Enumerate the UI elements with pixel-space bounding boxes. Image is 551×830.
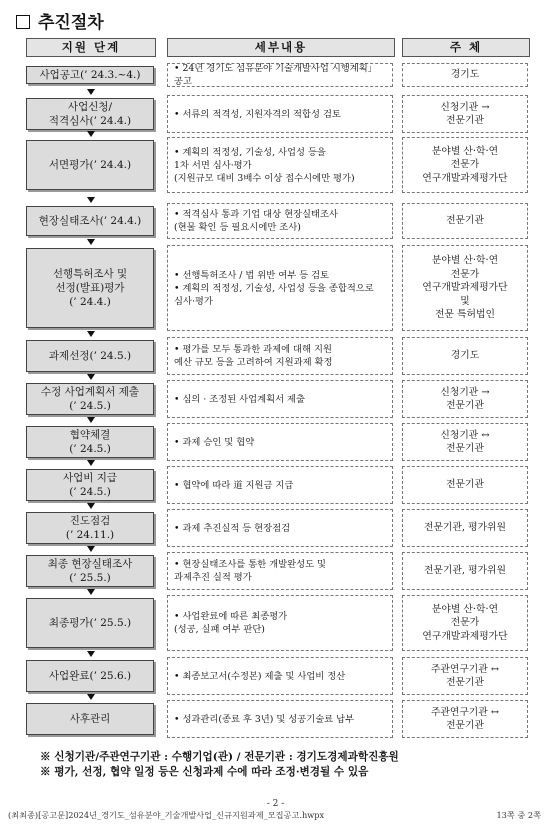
owner-box: 전문기관, 평가위원 xyxy=(402,552,528,590)
detail-box: • 서류의 적격성, 지원자격의 적합성 검토 xyxy=(167,95,393,133)
down-arrow-icon xyxy=(87,651,95,657)
detail-box: • 심의 · 조정된 사업계획서 제출 xyxy=(167,380,393,418)
owner-box: 전문기관 xyxy=(402,466,528,504)
down-arrow-icon xyxy=(87,239,95,245)
owner-box: 분야별 산·학·연 전문가 연구개발과제평가단 xyxy=(402,137,528,193)
detail-box: • 적격심사 통과 기업 대상 현장실태조사 (현물 확인 등 필요시에만 조사) xyxy=(167,203,393,239)
owner-box: 전문기관, 평가위원 xyxy=(402,509,528,547)
owner-box: 신청기관 → 전문기관 xyxy=(402,95,528,133)
detail-box: • 계획의 적정성, 기술성, 사업성 등을 1차 서면 심사·평가 (지원규모 대비 3배수 이상 접수시에만 평가) xyxy=(167,137,393,193)
page-number: - 2 - xyxy=(266,799,285,809)
stage-box: 서면평가(’ 24.4.) xyxy=(26,140,154,190)
stage-box: 사업완료(’ 25.6.) xyxy=(26,660,154,692)
stage-box: 사업신청/ 적격심사(’ 24.4.) xyxy=(26,98,154,130)
owner-box: 주관연구기관 ↔ 전문기관 xyxy=(402,700,528,738)
stage-box: 최종 현장실태조사 (’ 25.5.) xyxy=(26,555,154,587)
stage-box: 사후관리 xyxy=(26,703,154,735)
detail-box: • 과제 추진실적 등 현장점검 xyxy=(167,509,393,547)
stage-box: 과제선정(’ 24.5.) xyxy=(26,340,154,372)
owner-box: 분야별 산·학·연 전문가 연구개발과제평가단 및 전문 특허법인 xyxy=(402,245,528,331)
stage-box: 수정 사업계획서 제출 (’ 24.5.) xyxy=(26,383,154,415)
down-arrow-icon xyxy=(87,89,95,95)
footer-page-count: 13쪽 중 2쪽 xyxy=(496,810,541,820)
detail-box: • 협약에 따라 道 지원금 지급 xyxy=(167,466,393,504)
detail-box: • 평가를 모두 통과한 과제에 대해 지원 예산 규모 등을 고려하여 지원과제 확정 xyxy=(167,337,393,375)
owner-box: 전문기관 xyxy=(402,203,528,239)
note-line: ※ 신청기관/주관연구기관 : 수행기업(관) / 전문기관 : 경기도경제과학진흥원 xyxy=(40,751,399,763)
detail-box: • 현장실태조사를 통한 개발완성도 및 과제추진 실적 평가 xyxy=(167,552,393,590)
stage-box: 선행특허조사 및 선정(발표)평가 (’ 24.4.) xyxy=(26,248,154,328)
stage-box: 사업비 지급 (’ 24.5.) xyxy=(26,469,154,501)
down-arrow-icon xyxy=(87,460,95,466)
owner-box: 경기도 xyxy=(402,63,528,87)
down-arrow-icon xyxy=(87,331,95,337)
owner-box: 주관연구기관 ↔ 전문기관 xyxy=(402,657,528,695)
down-arrow-icon xyxy=(87,131,95,137)
owner-box: 신청기관 → 전문기관 xyxy=(402,380,528,418)
stage-box: 협약체결 (’ 24.5.) xyxy=(26,426,154,458)
down-arrow-icon xyxy=(87,694,95,700)
owner-box: 경기도 xyxy=(402,337,528,375)
stage-box: 진도점검 (’ 24.11.) xyxy=(26,512,154,544)
footer-filename: (최최종)[공고문]2024년_경기도_섬유분야_기술개발사업_신규지원과제_모집공고.hwpx xyxy=(8,810,325,820)
detail-box: • 최종보고서(수정본) 제출 및 사업비 정산 xyxy=(167,657,393,695)
down-arrow-icon xyxy=(87,417,95,423)
detail-box: • 과제 승인 및 협약 xyxy=(167,423,393,461)
stage-box: 사업공고(’ 24.3.~4.) xyxy=(26,66,154,84)
header-detail: 세부내용 xyxy=(167,38,395,57)
down-arrow-icon xyxy=(87,197,95,203)
down-arrow-icon xyxy=(87,503,95,509)
detail-box: • 24년 경기도 섬유분야 기술개발사업 시행계획」 공고 xyxy=(167,63,393,87)
header-stage: 지원 단계 xyxy=(26,38,156,57)
down-arrow-icon xyxy=(87,374,95,380)
detail-box: • 선행특허조사 / 법 위반 여부 등 검토 • 계획의 적정성, 기술성, 사업성 등을 종합적으로 심사·평가 xyxy=(167,245,393,331)
stage-box: 현장실태조사(’ 24.4.) xyxy=(26,206,154,236)
owner-box: 분야별 산·학·연 전문가 연구개발과제평가단 xyxy=(402,595,528,651)
notes xyxy=(40,750,399,780)
down-arrow-icon xyxy=(87,546,95,552)
stage-box: 최종평가(’ 25.5.) xyxy=(26,598,154,648)
down-arrow-icon xyxy=(87,589,95,595)
detail-box: • 사업완료에 따른 최종평가 (성공, 실패 여부 판단) xyxy=(167,595,393,651)
section-title-text: 추진절차 xyxy=(38,13,104,33)
detail-box: • 성과관리(종료 후 3년) 및 성공기술료 납부 xyxy=(167,700,393,738)
section-title xyxy=(16,8,104,33)
note-line: ※ 평가, 선정, 협약 일정 등은 신청과제 수에 따라 조정·변경될 수 있음 xyxy=(40,766,369,778)
checkbox-square-icon xyxy=(16,15,30,29)
header-owner: 주 체 xyxy=(402,38,530,57)
owner-box: 신청기관 ↔ 전문기관 xyxy=(402,423,528,461)
